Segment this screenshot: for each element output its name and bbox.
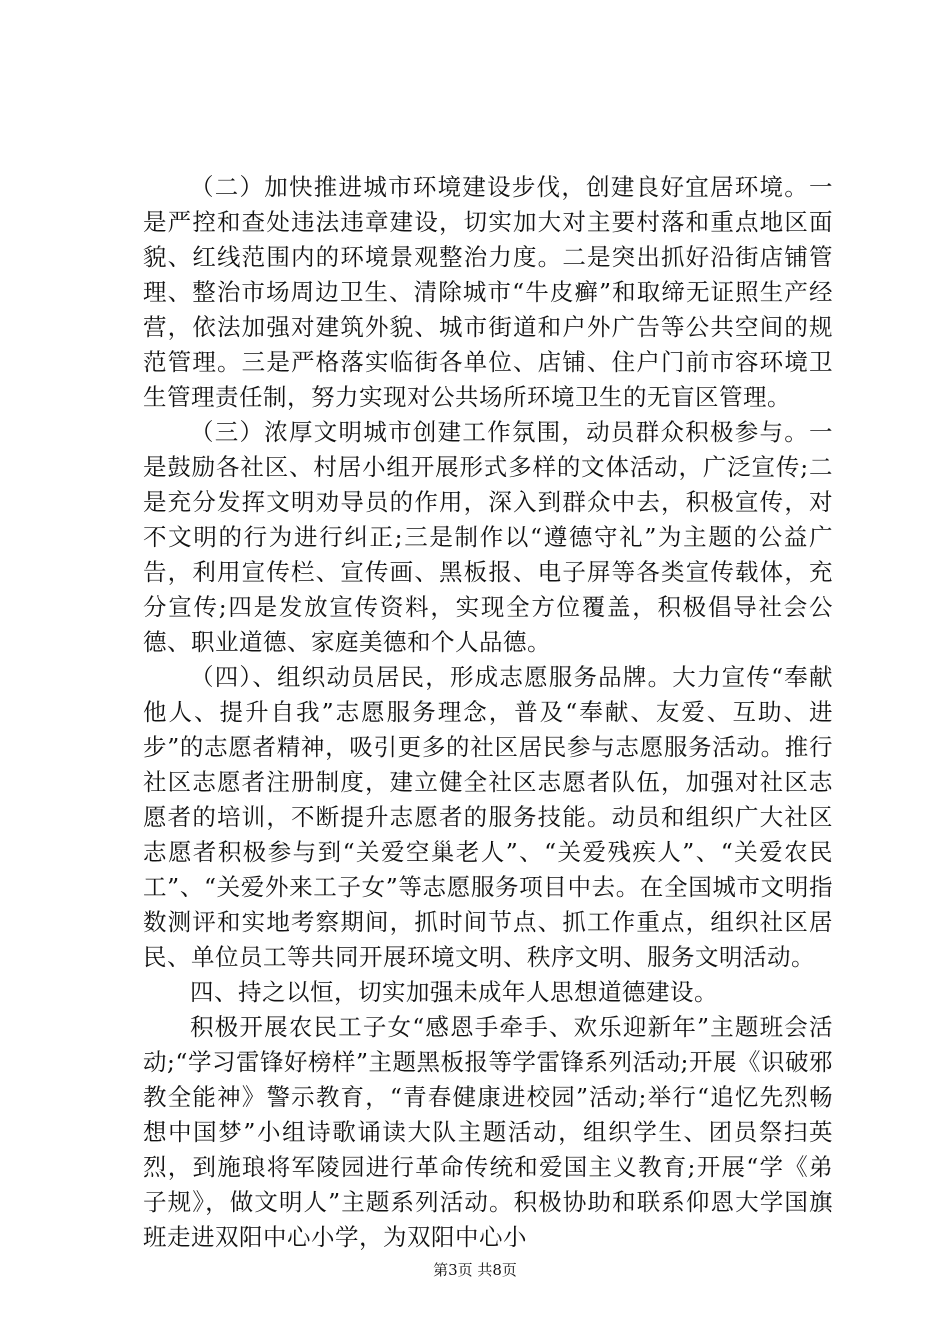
paragraph-volunteer: （四）、组织动员居民，形成志愿服务品牌。大力宣传“奉献他人、提升自我”志愿服务理念，普及“奉献、友爱、互助、进步”的志愿者精神，吸引更多的社区居民参与志愿服务活动。推行社区志愿者注册制度，建立健全社区志愿者队伍，加强对社区志愿者的培训，不断提升志愿者的服务技能。动员和组织广大社区志愿者积极参与到“关爱空巢老人”、“关爱残疾人”、“关爱农民工”、“关爱外来工子女”等志愿服务项目中去。在全国城市文明指数测评和实地考察期间，抓时间节点、抓工作重点，组织社区居民、单位员工等共同开展环境文明、秩序文明、服务文明活动。	[143, 663, 833, 971]
paragraph-minors-activities: 积极开展农民工子女“感恩手牵手、欢乐迎新年”主题班会活动;“学习雷锋好榜样”主题黑板报等学雷锋系列活动;开展《识破邪教全能神》警示教育，“青春健康进校园”活动;举行“追忆先烈畅想中国梦”小组诗歌诵读大队主题活动，组织学生、团员祭扫英烈，到施琅将军陵园进行革命传统和爱国主义教育;开展“学《弟子规》，做文明人”主题系列活动。积极协助和联系仰恩大学国旗班走进双阳中心小学，为双阳中心小	[143, 1013, 833, 1251]
paragraph-atmosphere: （三）浓厚文明城市创建工作氛围，动员群众积极参与。一是鼓励各社区、村居小组开展形式多样的文体活动，广泛宣传;二是充分发挥文明劝导员的作用，深入到群众中去，积极宣传，对不文明的行为进行纠正;三是制作以“遵德守礼”为主题的公益广告，利用宣传栏、宣传画、黑板报、电子屏等各类宣传载体，充分宣传;四是发放宣传资料，实现全方位覆盖，积极倡导社会公德、职业道德、家庭美德和个人品德。	[143, 418, 833, 656]
section-heading-minors: 四、持之以恒，切实加强未成年人思想道德建设。	[190, 978, 718, 1006]
page-number-footer: 第3页 共8页	[433, 1261, 517, 1279]
document-body	[143, 170, 833, 1255]
paragraph-environment: （二）加快推进城市环境建设步伐，创建良好宜居环境。一是严控和查处违法违章建设，切实加大对主要村落和重点地区面貌、红线范围内的环境景观整治力度。二是突出抓好沿街店铺管理、整治市场周边卫生、清除城市“牛皮癣”和取缔无证照生产经营，依法加强对建筑外貌、城市街道和户外广告等公共空间的规范管理。三是严格落实临街各单位、店铺、住户门前市容环境卫生管理责任制，努力实现对公共场所环境卫生的无盲区管理。	[143, 173, 833, 411]
